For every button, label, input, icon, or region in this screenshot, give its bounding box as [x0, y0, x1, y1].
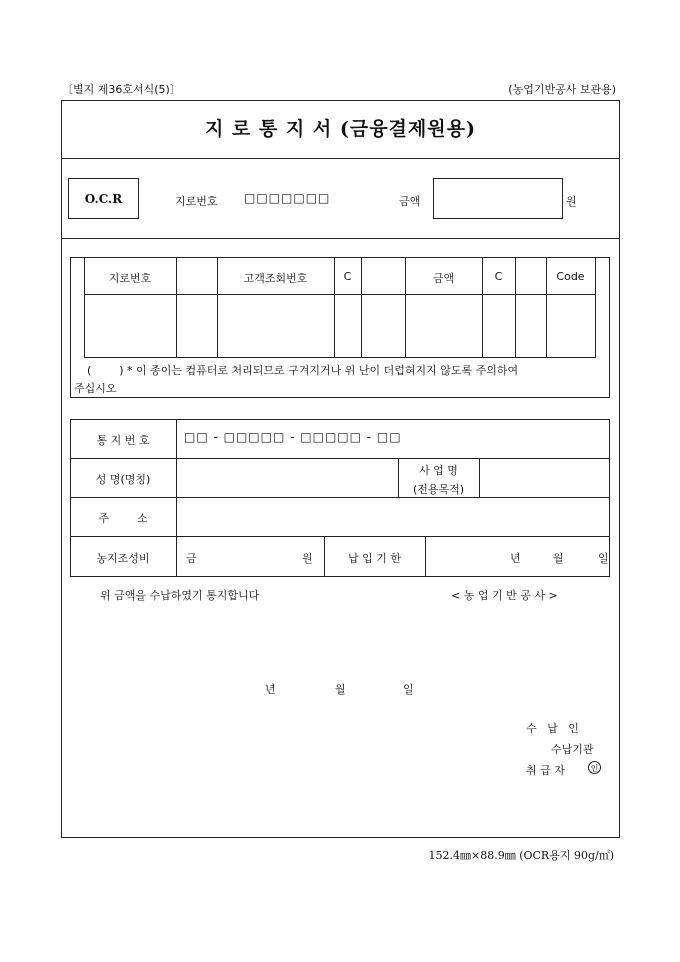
seal-icon: 인	[588, 761, 601, 774]
col-header-code: Code	[556, 270, 585, 283]
due-year: 년	[510, 552, 521, 565]
name-field[interactable]	[177, 459, 397, 496]
notice-no-value: □□ - □□□□□ - □□□□□ - □□	[184, 430, 402, 444]
issuer-name: < 농 업 기 반 공 사 >	[451, 589, 558, 602]
handling-notice: ( ) * 이 종이는 컴퓨터로 처리되므로 구겨지거나 위 난이 더럽혀지지 않도록 주의하여	[87, 364, 519, 377]
keeper-label: (농업기반공사 보관용)	[508, 83, 616, 96]
date-day: 일	[403, 683, 414, 696]
fee-unit: 원	[302, 552, 313, 565]
giro-label: 지로번호	[175, 195, 218, 208]
cell-line	[361, 257, 362, 358]
business-field[interactable]	[480, 459, 609, 496]
col-header-c1: C	[343, 270, 352, 283]
amount-unit: 원	[566, 195, 577, 208]
cell-line	[595, 257, 596, 358]
address-field[interactable]	[177, 498, 609, 535]
row-line	[84, 294, 595, 295]
form-number: 〔별지 제36호서식(5)〕	[62, 83, 181, 96]
receipt-statement: 위 금액을 수납하였기 통지합니다	[100, 589, 260, 602]
handling-notice-cont: 주십시오	[74, 382, 117, 395]
row-line	[84, 357, 595, 358]
paper-spec: 152.4㎜×88.9㎜ (OCR용지 90g/㎡)	[428, 849, 614, 862]
date-year: 년	[265, 683, 276, 696]
fee-prefix: 금	[186, 552, 197, 565]
row-line	[70, 536, 610, 537]
date-month: 월	[335, 683, 346, 696]
amount-label: 금액	[399, 195, 421, 208]
cell-line	[176, 257, 177, 358]
business-label: 사 업 명	[419, 464, 458, 477]
name-label: 성 명(명칭)	[95, 473, 151, 486]
divider	[61, 158, 620, 159]
cell-line	[425, 536, 426, 577]
notice-no-label: 통 지 번 호	[96, 434, 150, 447]
due-month: 월	[553, 552, 564, 565]
divider	[61, 238, 620, 239]
due-day: 일	[598, 552, 609, 565]
giro-value: □□□□□□□	[244, 191, 331, 205]
form-title: 지 로 통 지 서 (금융결제원용)	[205, 118, 476, 140]
col-header-c2: C	[494, 270, 503, 283]
business-sub-label: (전용목적)	[412, 483, 465, 496]
fee-label: 농지조성비	[96, 552, 150, 565]
due-label: 납 입 기 한	[348, 552, 401, 565]
col-header-amount: 금액	[432, 272, 455, 285]
address-label: 주 소	[98, 512, 148, 525]
handler-label: 취 급 자	[526, 764, 565, 777]
cell-line	[515, 257, 516, 358]
agency-label: 수납기관	[551, 743, 594, 756]
col-header-customer-no: 고객조회번호	[243, 272, 308, 285]
ocr-label: O.C.R	[84, 192, 123, 206]
col-header-giro: 지로번호	[108, 272, 152, 285]
receiver-label: 수 납 인	[526, 722, 579, 735]
amount-input-box[interactable]	[433, 178, 563, 219]
